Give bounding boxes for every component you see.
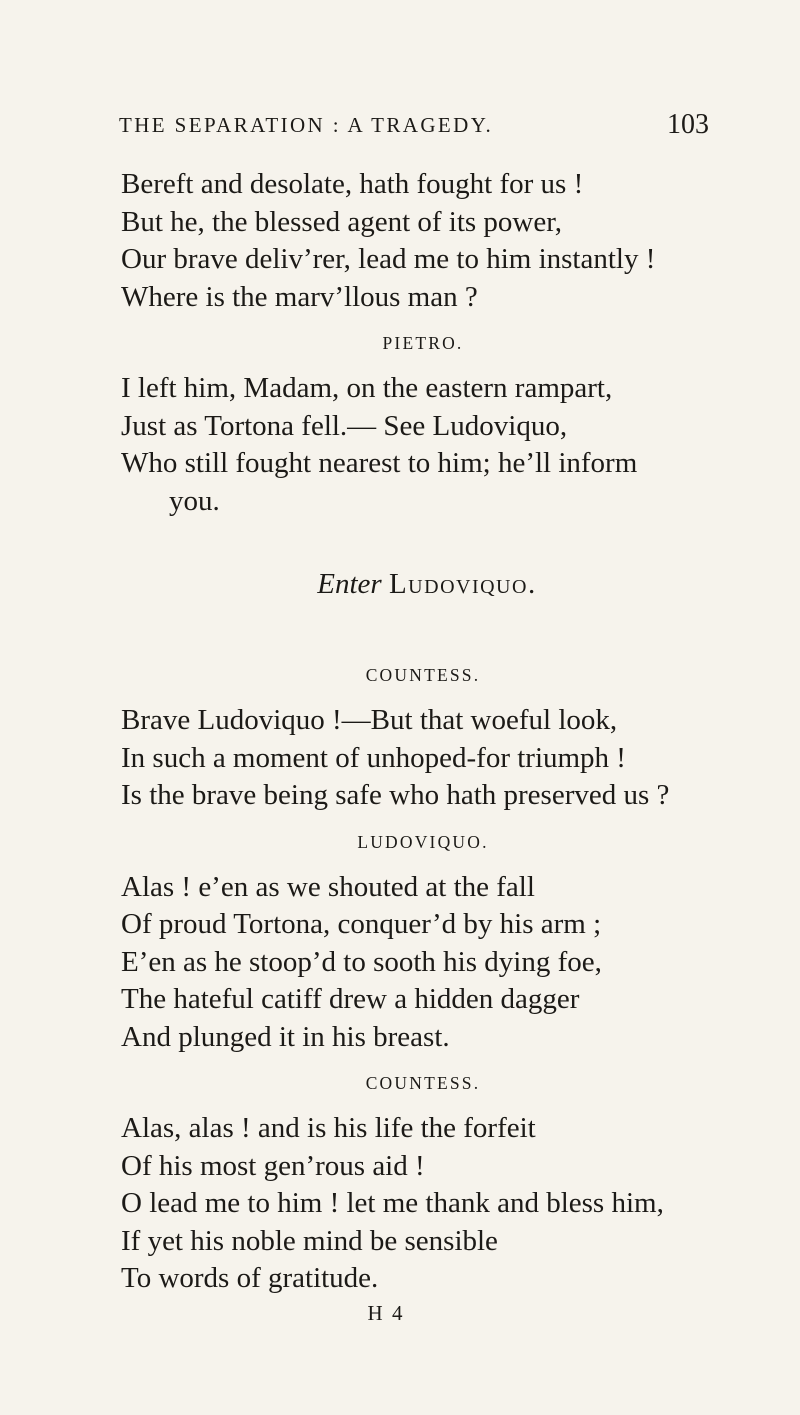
verse-line: Our brave deliv’rer, lead me to him instantly ! — [121, 243, 656, 275]
verse-passage-countess — [121, 702, 721, 815]
verse-line: To words of gratitude. — [121, 1262, 379, 1294]
speaker-countess: COUNTESS. — [365, 665, 481, 685]
verse-line: Alas ! e’en as we shouted at the fall — [121, 870, 535, 903]
stage-direction — [121, 520, 721, 648]
page-header — [119, 108, 709, 142]
verse-line: Bereft and desolate, hath fought for us ! — [121, 168, 584, 200]
play-text — [121, 166, 721, 1328]
verse-line: E’en as he stoop’d to sooth his dying foe, — [121, 945, 602, 978]
speaker-ludoviquo: LUDOVIQUO. — [357, 831, 489, 852]
verse-line: Where is the marv’llous man ? — [121, 280, 478, 313]
verse-line: I left him, Madam, on the eastern rampart, — [121, 372, 613, 404]
verse-line: Who still fought nearest to him; he’ll inform — [121, 447, 638, 479]
running-title: THE SEPARATION : A TRAGEDY. — [119, 113, 494, 137]
verse-line: Alas, alas ! and is his life the forfeit — [121, 1112, 536, 1144]
verse-line: Of proud Tortona, conquer’d by his arm ; — [121, 908, 602, 940]
verse-line: But he, the blessed agent of its power, — [121, 205, 562, 238]
verse-line: Brave Ludoviquo !—But that woeful look, — [121, 704, 618, 736]
page-number: 103 — [667, 109, 709, 140]
verse-line: And plunged it in his breast. — [121, 1020, 450, 1053]
stage-direction-verb: Enter — [317, 568, 382, 600]
verse-passage-pietro — [121, 370, 721, 520]
verse-line: In such a moment of unhoped-for triumph ! — [121, 741, 626, 774]
verse-line: Of his most gen’rous aid ! — [121, 1149, 425, 1182]
verse-line: Just as Tortona fell.— See Ludoviquo, — [121, 409, 568, 442]
verse-line: O lead me to him ! let me thank and bless him, — [121, 1187, 664, 1219]
speaker-countess: COUNTESS. — [365, 1073, 481, 1093]
verse-passage-countess-continued — [121, 166, 721, 316]
verse-passage-ludoviquo — [121, 869, 721, 1057]
signature-mark: H 4 — [367, 1300, 405, 1325]
stage-direction-name: Ludoviquo. — [388, 568, 537, 600]
verse-passage-countess-2 — [121, 1110, 721, 1298]
speaker-pietro: PIETRO. — [382, 333, 464, 353]
verse-line: Is the brave being safe who hath preserved us ? — [121, 779, 670, 811]
verse-line-continuation: you. — [169, 484, 220, 517]
verse-line: The hateful catiff drew a hidden dagger — [121, 983, 580, 1015]
verse-line: If yet his noble mind be sensible — [121, 1224, 498, 1257]
